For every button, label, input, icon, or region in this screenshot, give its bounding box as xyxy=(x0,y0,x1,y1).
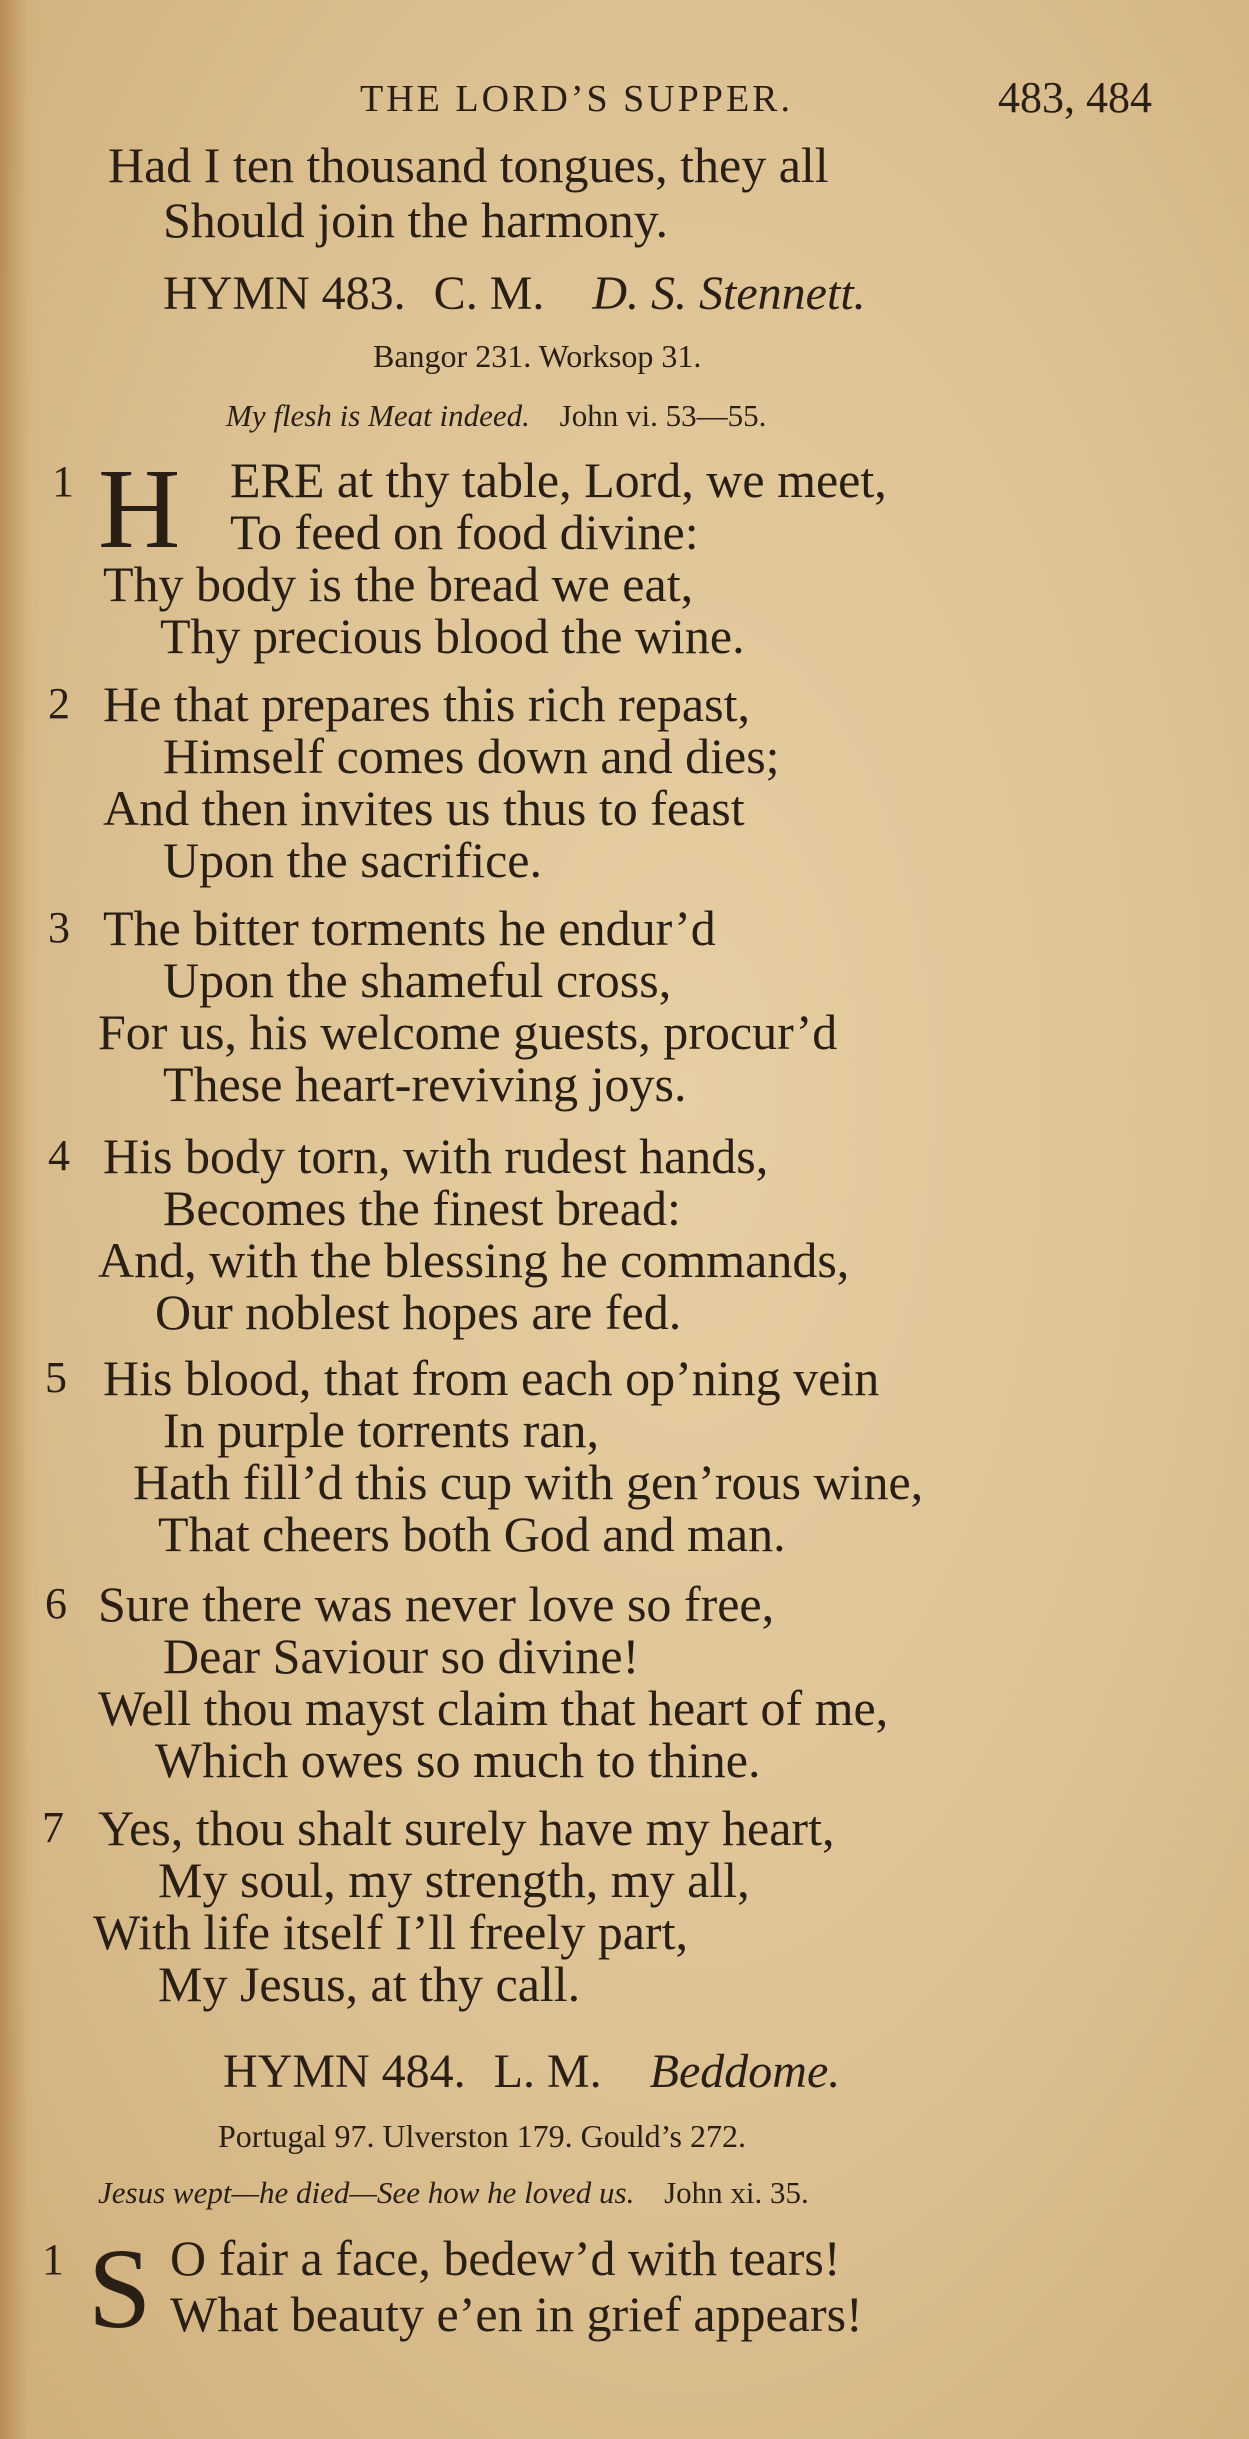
verse-6-line-3: Well thou mayst claim that heart of me, xyxy=(98,1680,889,1736)
verse-6-line-4: Which owes so much to thine. xyxy=(155,1732,761,1788)
hymn-484-number: HYMN 484. xyxy=(223,2045,466,2098)
hymn-484-heading xyxy=(223,2045,841,2098)
carryover-line-2: Should join the harmony. xyxy=(163,192,669,248)
verse-2-line-4: Upon the sacrifice. xyxy=(163,832,543,888)
verse-2-line-2: Himself comes down and dies; xyxy=(163,728,780,784)
hymn-484-meter: L. M. xyxy=(493,2045,602,2098)
verse-1-line-4: Thy precious blood the wine. xyxy=(160,608,745,664)
running-header-title: THE LORD’S SUPPER. xyxy=(360,78,793,120)
verse-5-line-2: In purple torrents ran, xyxy=(163,1402,599,1458)
verse-4-line-2: Becomes the finest bread: xyxy=(163,1180,681,1236)
hymn-484-tunes: Portugal 97. Ulverston 179. Gould’s 272. xyxy=(218,2118,746,2154)
verse-2-number: 2 xyxy=(48,679,70,728)
hymn-484-text-italic: Jesus wept—he died—See how he loved us. xyxy=(98,2175,635,2210)
hymn-483-heading xyxy=(163,267,866,320)
hymn-484-author: Beddome. xyxy=(649,2045,841,2098)
hymn-484-scripture xyxy=(98,2177,809,2208)
verse-1-line-3: Thy body is the bread we eat, xyxy=(103,556,694,612)
hymn-483-scripture xyxy=(226,400,766,431)
verse-2-line-1: He that prepares this rich repast, xyxy=(103,676,750,732)
verse-4-line-4: Our noblest hopes are fed. xyxy=(155,1284,682,1340)
verse-7-number: 7 xyxy=(42,1803,64,1852)
verse-4-line-3: And, with the blessing he commands, xyxy=(98,1232,850,1288)
hymn-484-verse-1-drop-cap: S xyxy=(88,2225,152,2352)
hymn-483-text-reference: John vi. 53—55. xyxy=(559,398,767,433)
verse-5-line-3: Hath fill’d this cup with gen’rous wine, xyxy=(133,1454,924,1510)
verse-1-drop-cap: H xyxy=(98,445,181,572)
hymn-483-text-italic: My flesh is Meat indeed. xyxy=(226,398,530,433)
verse-3-number: 3 xyxy=(48,903,70,952)
verse-4-line-1: His body torn, with rudest hands, xyxy=(103,1128,769,1184)
page-edge-shadow xyxy=(0,0,40,2439)
carryover-line-1: Had I ten thousand tongues, they all xyxy=(108,137,829,193)
verse-1-line-1: ERE at thy table, Lord, we meet, xyxy=(230,452,887,508)
hymn-484-verse-1-line-1: O fair a face, bedew’d with tears! xyxy=(170,2230,841,2286)
verse-3-line-3: For us, his welcome guests, procur’d xyxy=(98,1004,838,1060)
hymn-483-author: D. S. Stennett. xyxy=(592,267,866,320)
verse-6-number: 6 xyxy=(45,1579,67,1628)
verse-1-number: 1 xyxy=(52,457,74,506)
hymn-483-tunes: Bangor 231. Worksop 31. xyxy=(373,338,702,374)
verse-7-line-2: My soul, my strength, my all, xyxy=(158,1852,750,1908)
verse-7-line-3: With life itself I’ll freely part, xyxy=(93,1904,688,1960)
verse-5-number: 5 xyxy=(45,1353,67,1402)
hymn-483-meter: C. M. xyxy=(433,267,545,320)
running-header-page-numbers: 483, 484 xyxy=(998,73,1152,122)
verse-5-line-4: That cheers both God and man. xyxy=(158,1506,786,1562)
verse-2-line-3: And then invites us thus to feast xyxy=(103,780,745,836)
hymn-484-verse-1-number: 1 xyxy=(42,2235,64,2284)
verse-3-line-4: These heart-reviving joys. xyxy=(163,1056,687,1112)
verse-7-line-4: My Jesus, at thy call. xyxy=(158,1956,581,2012)
verse-6-line-2: Dear Saviour so divine! xyxy=(163,1628,640,1684)
verse-7-line-1: Yes, thou shalt surely have my heart, xyxy=(98,1800,835,1856)
hymn-484-verse-1-line-2: What beauty e’en in grief appears! xyxy=(170,2286,863,2342)
verse-4-number: 4 xyxy=(48,1131,70,1180)
hymn-484-text-reference: John xi. 35. xyxy=(664,2175,809,2210)
verse-1-line-2: To feed on food divine: xyxy=(230,504,699,560)
verse-6-line-1: Sure there was never love so free, xyxy=(98,1576,775,1632)
verse-3-line-2: Upon the shameful cross, xyxy=(163,952,672,1008)
hymn-483-number: HYMN 483. xyxy=(163,267,406,320)
verse-5-line-1: His blood, that from each op’ning vein xyxy=(103,1350,880,1406)
verse-3-line-1: The bitter torments he endur’d xyxy=(103,900,716,956)
